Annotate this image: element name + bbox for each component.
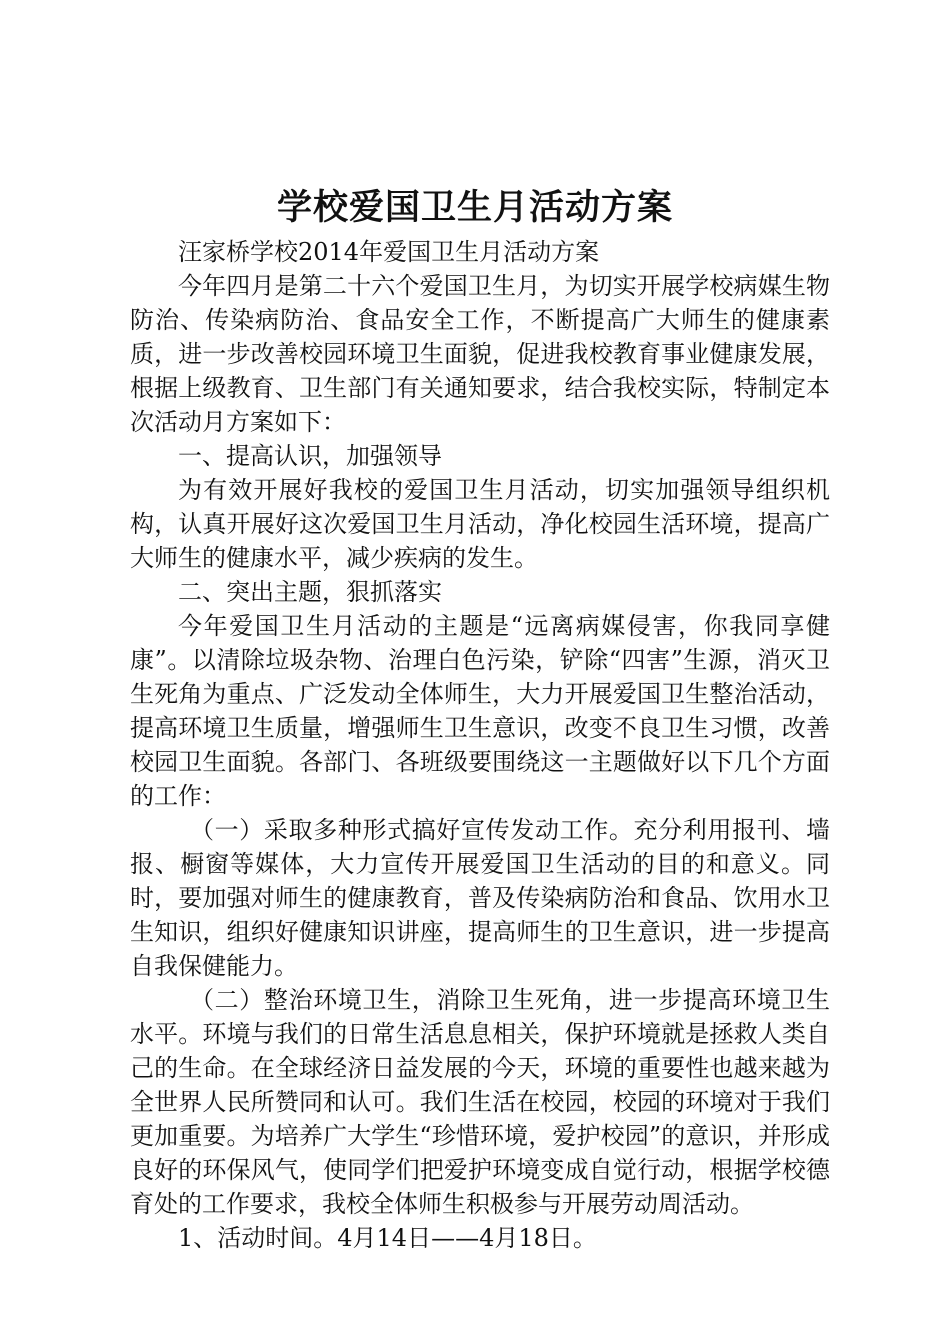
- section-heading-2: 二、突出主题，狠抓落实: [178, 578, 442, 606]
- section-heading-1: 一、提高认识，加强领导: [178, 442, 442, 470]
- section-1-paragraph: 为有效开展好我校的爱国卫生月活动，切实加强领导组织机构，认真开展好这次爱国卫生月活动，净化校园生活环境，提高广大师生的健康水平，减少疾病的发生。: [130, 476, 830, 572]
- document-title: 学校爱国卫生月活动方案: [276, 188, 673, 228]
- document-body: [130, 235, 830, 1255]
- section-2-paragraph: 今年爱国卫生月活动的主题是“远离病媒侵害，你我同享健康”。以清除垃圾杂物、治理白色污染，铲除“四害”生源，消灭卫生死角为重点、广泛发动全体师生，大力开展爱国卫生整治活动，提高环境卫生质量，增强师生卫生意识，改变不良卫生习惯，改善校园卫生面貌。各部门、各班级要围绕这一主题做好以下几个方面的工作：: [130, 612, 830, 810]
- intro-paragraph: 今年四月是第二十六个爱国卫生月，为切实开展学校病媒生物防治、传染病防治、食品安全工作，不断提高广大师生的健康素质，进一步改善校园环境卫生面貌，促进我校教育事业健康发展，根据上级教育、卫生部门有关通知要求，结合我校实际，特制定本次活动月方案如下：: [130, 272, 830, 436]
- subsection-1-paragraph: （一）采取多种形式搞好宣传发动工作。充分利用报刊、墙报、橱窗等媒体，大力宣传开展爱国卫生活动的目的和意义。同时，要加强对师生的健康教育，普及传染病防治和食品、饮用水卫生知识，组织好健康知识讲座，提高师生的卫生意识，进一步提高自我保健能力。: [130, 816, 830, 980]
- subsection-2-paragraph: （二）整治环境卫生，消除卫生死角，进一步提高环境卫生水平。环境与我们的日常生活息息相关，保护环境就是拯救人类自己的生命。在全球经济日益发展的今天，环境的重要性也越来越为全世界人民所赞同和认可。我们生活在校园，校园的环境对于我们更加重要。为培养广大学生“珍惜环境，爱护校园”的意识，并形成良好的环保风气，使同学们把爱护环境变成自觉行动，根据学校德育处的工作要求，我校全体师生积极参与开展劳动周活动。: [130, 986, 830, 1218]
- school-plan-heading: 汪家桥学校2014年爱国卫生月活动方案: [178, 238, 600, 266]
- activity-time-item: 1、活动时间。4月14日——4月18日。: [178, 1224, 597, 1252]
